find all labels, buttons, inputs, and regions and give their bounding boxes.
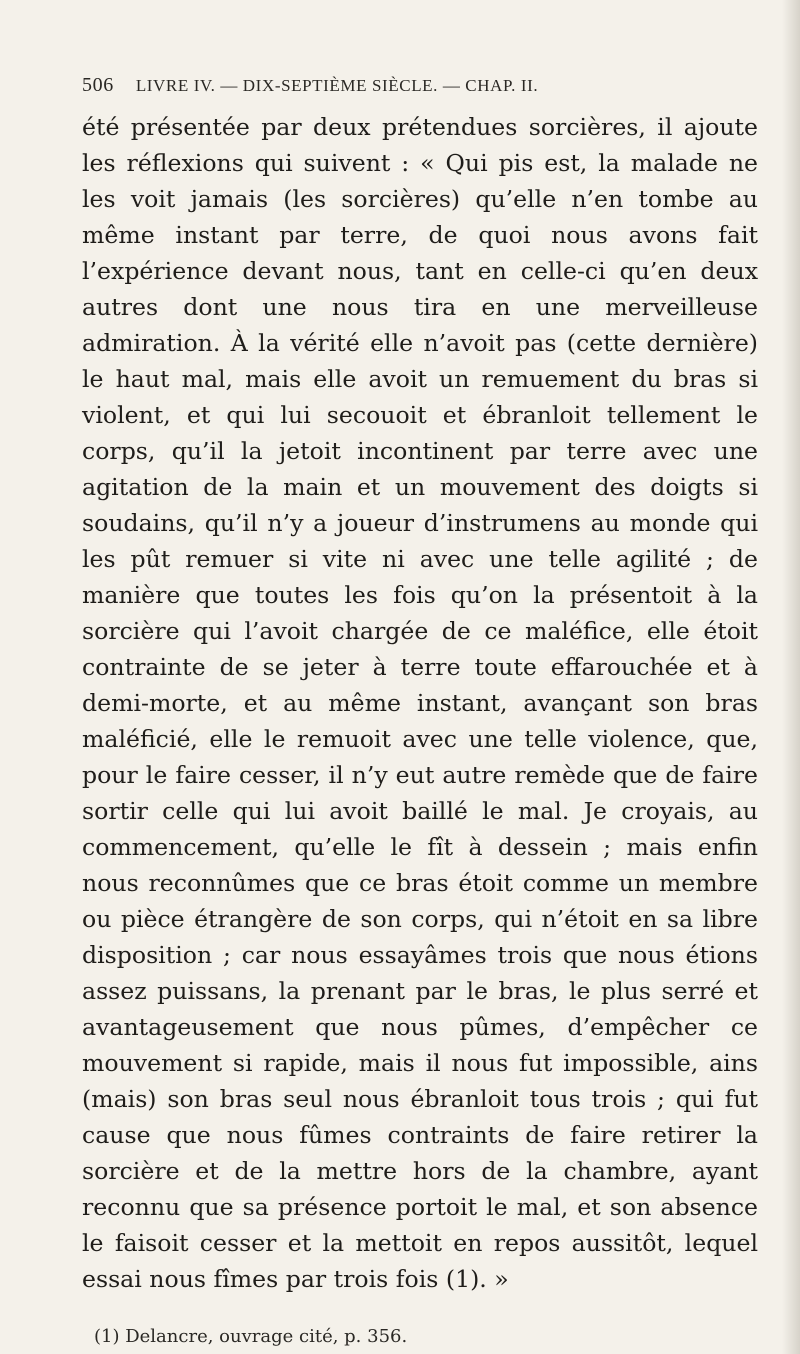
page-edge-shadow (782, 0, 800, 1354)
page-header (82, 74, 758, 97)
main-paragraph: été présentée par deux prétendues sorcières, il ajoute les réflexions qui suivent : « Qui pis est, la malade ne les voit jamais (les sorcières) qu’elle n’en tombe au même instant par terre, de quoi nous avons fait l’expérience devant nous, tant en celle-ci qu’en deux autres dont une nous tira en une merveilleuse admiration. À la vérité elle n’avoit pas (cette dernière) le haut mal, mais elle avoit un remuement du bras si violent, et qui lui secouoit et ébranloit tellement le corps, qu’il la jetoit incontinent par terre avec une agitation de la main et un mouvement des doigts si soudains, qu’il n’y a joueur d’instrumens au monde qui les pût remuer si vite ni avec une telle agilité ; de manière que toutes les fois qu’on la présentoit à la sorcière qui l’avoit chargée de ce maléfice, elle étoit contrainte de se jeter à terre toute effarouchée et à demi-morte, et au même instant, avançant son bras maléficié, elle le remuoit avec une telle violence, que, pour le faire cesser, il n’y eut autre remède que de faire sortir celle qui lui avoit baillé le mal. Je croyais, au commencement, qu’elle le fît à dessein ; mais enfin nous reconnûmes que ce bras étoit comme un membre ou pièce étrangère de son corps, qui n’étoit en sa libre disposition ; car nous essayâmes trois que nous étions assez puissans, la prenant par le bras, le plus serré et avantageusement que nous pûmes, d’empêcher ce mouvement si rapide, mais il nous fut impossible, ains (mais) son bras seul nous ébranloit tous trois ; qui fut cause que nous fûmes contraints de faire retirer la sorcière et de la mettre hors de la chambre, ayant reconnu que sa présence portoit le mal, et son absence le faisoit cesser et la mettoit en repos aussitôt, lequel essai nous fîmes par trois fois (1). » (82, 113, 758, 1293)
footnote: (1) Delancre, ouvrage cité, p. 356. (94, 1326, 408, 1347)
running-head: LIVRE IV. — DIX-SEPTIÈME SIÈCLE. — CHAP. II. (135, 76, 539, 95)
page-number: 506 (82, 74, 114, 96)
